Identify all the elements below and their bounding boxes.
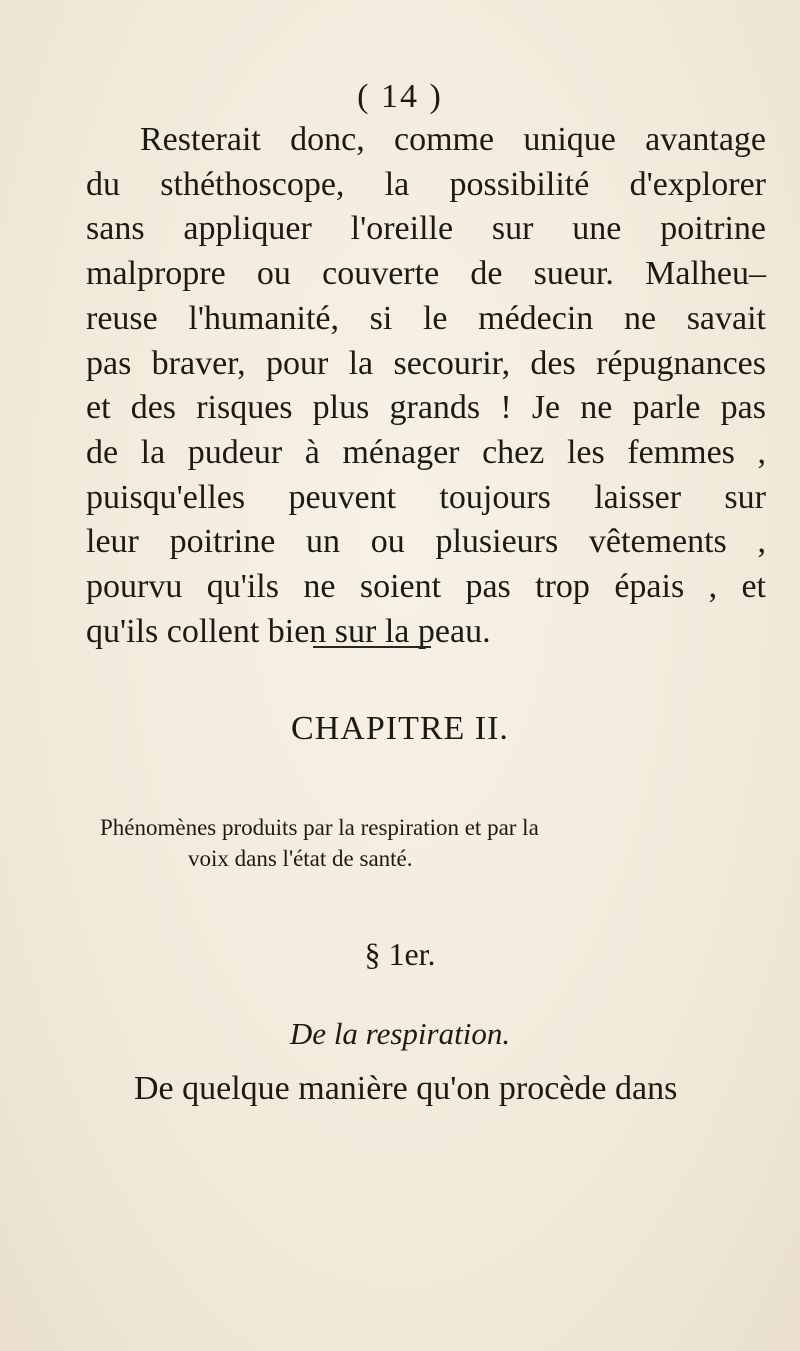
- chapter-subtitle-line: voix dans l'état de santé.: [188, 846, 413, 871]
- paragraph-line: pourvu qu'ils ne soient pas trop épais , et: [86, 568, 766, 606]
- paragraph: [86, 118, 766, 654]
- chapter-title: CHAPITRE II.: [291, 710, 509, 747]
- section-symbol: §: [364, 936, 381, 972]
- paragraph-line: et des risques plus grands ! Je ne parle pas: [86, 389, 766, 427]
- paragraph-line: malpropre ou couverte de sueur. Malheu–: [86, 255, 766, 293]
- paragraph-line: Resterait donc, comme unique avantage: [140, 121, 766, 158]
- section-title: De la respiration.: [289, 1016, 511, 1051]
- chapter-subtitle-line: Phénomènes produits par la respiration et par la: [100, 815, 539, 840]
- section-number: 1er.: [388, 936, 436, 972]
- paragraph-line: de la pudeur à ménager chez les femmes ,: [86, 433, 766, 471]
- paragraph-line: sans appliquer l'oreille sur une poitrine: [86, 210, 766, 248]
- paragraph-line: leur poitrine un ou plusieurs vêtements ,: [86, 523, 766, 561]
- chapter-subtitle: [100, 812, 720, 874]
- section-divider: [313, 646, 431, 648]
- section-heading: [0, 936, 800, 973]
- paragraph-line: reuse l'humanité, si le médecin ne savait: [86, 299, 766, 337]
- page-number: ( 14 ): [357, 78, 443, 115]
- paragraph-line: du sthéthoscope, la possibilité d'explorer: [86, 165, 766, 203]
- continuation-line: De quelque manière qu'on procède dans: [134, 1070, 678, 1107]
- paragraph-line: qu'ils collent bien sur la peau.: [86, 612, 491, 650]
- paragraph-line: pas braver, pour la secourir, des répugnances: [86, 344, 766, 382]
- paragraph-line: puisqu'elles peuvent toujours laisser sur: [86, 478, 766, 516]
